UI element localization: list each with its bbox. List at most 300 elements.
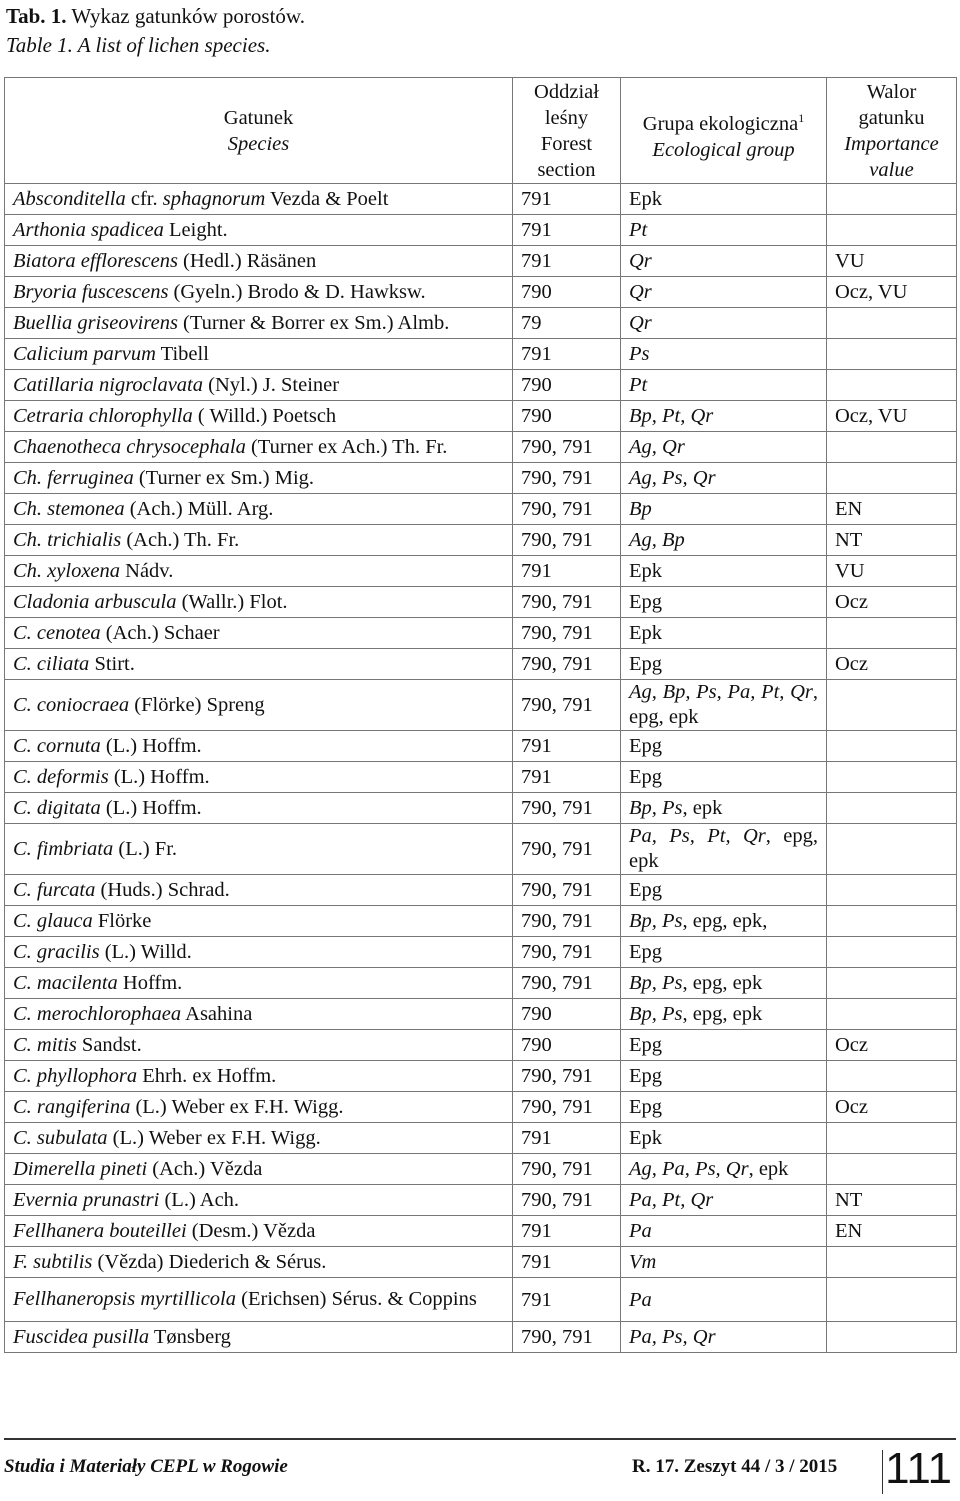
table-row	[5, 339, 957, 370]
group-cell	[621, 999, 827, 1030]
group-cell	[621, 1123, 827, 1154]
value-cell	[827, 215, 957, 246]
group-cell	[621, 401, 827, 432]
table-row	[5, 1185, 957, 1216]
group-cell	[621, 246, 827, 277]
species-cell	[5, 1061, 513, 1092]
table-row	[5, 587, 957, 618]
value-cell: Ocz	[827, 649, 957, 680]
value-cell	[827, 1061, 957, 1092]
species-cell	[5, 525, 513, 556]
section-cell: 790, 791	[513, 525, 621, 556]
value-cell: Ocz	[827, 1030, 957, 1061]
section-cell: 790, 791	[513, 937, 621, 968]
table-row	[5, 525, 957, 556]
group-cell	[621, 370, 827, 401]
text-run: C. macilenta	[13, 972, 118, 994]
section-cell: 790, 791	[513, 463, 621, 494]
text-run: Ag, Ps, Qr	[629, 467, 716, 489]
value-cell	[827, 463, 957, 494]
table-row	[5, 215, 957, 246]
text-run: Epg	[629, 653, 663, 675]
text-run: , epg, epk	[682, 972, 763, 994]
header-section-pl1: Oddział	[534, 80, 599, 103]
text-run: Ag, Pa, Ps, Qr	[629, 1158, 749, 1180]
text-run: cfr.	[125, 188, 163, 210]
text-run: Ch. stemonea	[13, 498, 125, 520]
value-cell	[827, 1247, 957, 1278]
text-run: Buellia griseovirens	[13, 312, 178, 334]
species-cell	[5, 793, 513, 824]
table-row	[5, 494, 957, 525]
text-run: Stirt.	[89, 653, 135, 675]
text-run: Epg	[629, 735, 663, 757]
value-cell: Ocz, VU	[827, 277, 957, 308]
section-cell: 790	[513, 1030, 621, 1061]
species-cell	[5, 762, 513, 793]
text-run: Ch. xyloxena	[13, 560, 121, 582]
text-run: (Turner ex Sm.) Mig.	[133, 467, 315, 489]
value-cell: VU	[827, 246, 957, 277]
footer-rule	[4, 1438, 956, 1440]
table-row	[5, 1092, 957, 1123]
value-cell	[827, 1154, 957, 1185]
text-run: Chaenotheca chrysocephala	[13, 436, 246, 458]
group-cell	[621, 1061, 827, 1092]
text-run: Biatora efflorescens	[13, 250, 178, 272]
value-cell: Ocz	[827, 587, 957, 618]
text-run: C. furcata	[13, 879, 96, 901]
text-run: Fuscidea pusilla	[13, 1326, 150, 1348]
caption-title-pl: Wykaz gatunków porostów.	[66, 4, 305, 28]
text-run: Sandst.	[76, 1034, 142, 1056]
species-cell	[5, 277, 513, 308]
species-cell	[5, 432, 513, 463]
value-cell: NT	[827, 525, 957, 556]
table-row	[5, 1216, 957, 1247]
section-cell: 790, 791	[513, 793, 621, 824]
text-run: F. subtilis	[13, 1251, 93, 1273]
text-run: Epg	[629, 766, 663, 788]
header-value-pl1: Walor	[866, 80, 917, 103]
section-cell: 791	[513, 1123, 621, 1154]
text-run: , epk	[682, 797, 723, 819]
text-run: (Desm.) Vězda	[186, 1220, 316, 1242]
text-run: Pa	[629, 1288, 652, 1311]
text-run: C. rangiferina	[13, 1096, 131, 1118]
value-cell	[827, 731, 957, 762]
table-row	[5, 906, 957, 937]
text-run: Epk	[629, 188, 663, 210]
species-cell	[5, 731, 513, 762]
text-run: (Ach.) Th. Fr.	[121, 529, 240, 551]
table-caption	[6, 2, 305, 60]
species-cell	[5, 401, 513, 432]
group-cell	[621, 215, 827, 246]
text-run: (L.) Fr.	[113, 838, 178, 860]
text-run: C. cornuta	[13, 735, 101, 757]
text-run: (Flörke) Spreng	[129, 694, 265, 716]
species-cell	[5, 308, 513, 339]
value-cell	[827, 339, 957, 370]
text-run: C. mitis	[13, 1034, 77, 1056]
text-run: Calicium parvum	[13, 343, 156, 365]
table-row	[5, 680, 957, 731]
value-cell	[827, 968, 957, 999]
species-cell	[5, 1216, 513, 1247]
group-cell	[621, 731, 827, 762]
header-group	[621, 78, 827, 184]
text-run: Fellhanera bouteillei	[13, 1220, 187, 1242]
text-run: (Wallr.) Flot.	[176, 591, 288, 613]
value-cell	[827, 1123, 957, 1154]
value-cell	[827, 618, 957, 649]
text-run: Epg	[629, 1096, 663, 1118]
text-run: Vezda & Poelt	[265, 188, 389, 210]
text-run: Epk	[629, 1127, 663, 1149]
species-cell	[5, 494, 513, 525]
table-row	[5, 762, 957, 793]
group-cell	[621, 1216, 827, 1247]
text-run: C. merochlorophaea	[13, 1003, 182, 1025]
section-cell: 790, 791	[513, 494, 621, 525]
species-cell	[5, 1154, 513, 1185]
value-cell	[827, 793, 957, 824]
value-cell	[827, 762, 957, 793]
page-footer	[4, 1444, 956, 1493]
group-cell	[621, 824, 827, 875]
table-row	[5, 1154, 957, 1185]
table-row	[5, 308, 957, 339]
section-cell: 790, 791	[513, 824, 621, 875]
caption-title-en: Table 1. A list of lichen species.	[6, 33, 271, 57]
header-section-en2: section	[537, 158, 596, 181]
text-run: Bp, Ps	[629, 797, 683, 819]
section-cell: 790, 791	[513, 649, 621, 680]
section-cell: 790, 791	[513, 1154, 621, 1185]
species-cell	[5, 339, 513, 370]
table-row	[5, 937, 957, 968]
text-run: (L.) Willd.	[99, 941, 192, 963]
group-cell	[621, 649, 827, 680]
species-cell	[5, 906, 513, 937]
text-run: (Turner ex Ach.) Th. Fr.	[245, 436, 448, 458]
group-cell	[621, 762, 827, 793]
header-section-pl2: leśny	[544, 106, 589, 129]
species-cell	[5, 246, 513, 277]
text-run: Epk	[629, 560, 663, 582]
group-cell	[621, 618, 827, 649]
group-cell	[621, 875, 827, 906]
species-cell	[5, 184, 513, 215]
text-run: Cladonia arbuscula	[13, 591, 177, 613]
header-value-en1: Importance	[844, 132, 939, 155]
text-run: Epg	[629, 1065, 663, 1087]
text-run: (Vězda) Diederich & Sérus.	[92, 1251, 327, 1273]
value-cell	[827, 1322, 957, 1353]
caption-pl	[6, 2, 305, 31]
text-run: C. fimbriata	[13, 838, 114, 860]
group-cell	[621, 494, 827, 525]
text-run: , epg, epk	[629, 681, 818, 728]
text-run: C. gracilis	[13, 941, 100, 963]
section-cell: 791	[513, 184, 621, 215]
table-row	[5, 277, 957, 308]
value-cell	[827, 875, 957, 906]
group-cell	[621, 184, 827, 215]
text-run: C. phyllophora	[13, 1065, 138, 1087]
section-cell: 790, 791	[513, 1185, 621, 1216]
header-value-en2: value	[869, 158, 914, 181]
section-cell: 790, 791	[513, 875, 621, 906]
table-row	[5, 1123, 957, 1154]
text-run: Bryoria fuscescens	[13, 281, 169, 303]
header-species	[5, 78, 513, 184]
text-run: Qr	[629, 312, 652, 334]
species-cell	[5, 370, 513, 401]
header-group-en: Ecological group	[652, 138, 795, 161]
value-cell	[827, 680, 957, 731]
value-cell	[827, 370, 957, 401]
footer-separator	[882, 1450, 883, 1494]
text-run: C. coniocraea	[13, 694, 130, 716]
table-row	[5, 246, 957, 277]
table-row	[5, 1278, 957, 1322]
table-row	[5, 649, 957, 680]
text-run: Pa	[629, 1220, 652, 1242]
species-cell	[5, 875, 513, 906]
text-run: Pt	[629, 374, 648, 396]
text-run: (L.) Ach.	[159, 1189, 240, 1211]
species-cell	[5, 649, 513, 680]
text-run: Bp, Ps	[629, 972, 683, 994]
text-run: Ehrh. ex Hoffm.	[137, 1065, 277, 1087]
text-run: Ps	[629, 343, 650, 365]
header-section	[513, 78, 621, 184]
text-run: Pa, Pt, Qr	[629, 1189, 714, 1211]
text-run: Ag, Bp, Ps, Pa, Pt, Qr	[629, 681, 813, 703]
text-run: C. cenotea	[13, 622, 101, 644]
text-run: C. digitata	[13, 797, 101, 819]
table-row	[5, 432, 957, 463]
text-run: Dimerella pineti	[13, 1158, 148, 1180]
text-run: Pa, Ps, Pt, Qr	[629, 825, 766, 847]
text-run: Leight.	[163, 219, 228, 241]
section-cell: 791	[513, 762, 621, 793]
text-run: (L.) Hoffm.	[100, 797, 202, 819]
text-run: Nádv.	[120, 560, 174, 582]
text-run: (Ach.) Vězda	[147, 1158, 263, 1180]
text-run: Epk	[629, 622, 663, 644]
group-cell	[621, 1278, 827, 1322]
text-run: Flörke	[92, 910, 152, 932]
text-run: Hoffm.	[117, 972, 183, 994]
text-run: C. subulata	[13, 1127, 108, 1149]
group-cell	[621, 906, 827, 937]
text-run: Qr	[629, 281, 652, 303]
value-cell: NT	[827, 1185, 957, 1216]
section-cell: 791	[513, 731, 621, 762]
section-cell: 791	[513, 1216, 621, 1247]
text-run: (L.) Weber ex F.H. Wigg.	[130, 1096, 344, 1118]
text-run: , epg, epk	[682, 1003, 763, 1025]
value-cell	[827, 432, 957, 463]
table-row	[5, 556, 957, 587]
text-run: Arthonia spadicea	[13, 219, 164, 241]
table-row	[5, 875, 957, 906]
value-cell	[827, 906, 957, 937]
text-run: Ag, Bp	[629, 529, 685, 551]
group-cell	[621, 1247, 827, 1278]
species-cell	[5, 463, 513, 494]
value-cell: VU	[827, 556, 957, 587]
section-cell: 790, 791	[513, 906, 621, 937]
text-run: Qr	[629, 250, 652, 272]
group-cell	[621, 587, 827, 618]
lichen-species-table	[4, 77, 957, 1353]
section-cell: 791	[513, 339, 621, 370]
section-cell: 790, 791	[513, 680, 621, 731]
text-run: Vm	[629, 1251, 657, 1273]
table-row	[5, 618, 957, 649]
group-cell	[621, 339, 827, 370]
text-run: Tønsberg	[149, 1326, 231, 1348]
text-run: (Gyeln.) Brodo & D. Hawksw.	[168, 281, 426, 303]
section-cell: 791	[513, 1278, 621, 1322]
text-run: Catillaria nigroclavata	[13, 374, 204, 396]
table-row	[5, 793, 957, 824]
text-run: (L.) Weber ex F.H. Wigg.	[107, 1127, 321, 1149]
section-cell: 790, 791	[513, 618, 621, 649]
section-cell: 790, 791	[513, 968, 621, 999]
species-cell	[5, 968, 513, 999]
table-row	[5, 968, 957, 999]
species-cell	[5, 1322, 513, 1353]
header-value	[827, 78, 957, 184]
species-cell	[5, 1278, 513, 1322]
table-row	[5, 1247, 957, 1278]
text-run: Cetraria chlorophylla	[13, 405, 193, 427]
text-run: (L.) Hoffm.	[108, 766, 210, 788]
section-cell: 791	[513, 215, 621, 246]
text-run: Ag, Qr	[629, 436, 685, 458]
species-cell	[5, 1247, 513, 1278]
species-cell	[5, 824, 513, 875]
text-run: , epk	[748, 1158, 789, 1180]
table-body	[5, 184, 957, 1353]
text-run: Asahina	[181, 1003, 253, 1025]
page-number: 111	[885, 1444, 952, 1493]
text-run: Epg	[629, 941, 663, 963]
table-row	[5, 370, 957, 401]
species-cell	[5, 556, 513, 587]
header-group-footnote: 1	[798, 111, 805, 125]
species-cell	[5, 999, 513, 1030]
group-cell	[621, 1030, 827, 1061]
table-row	[5, 731, 957, 762]
section-cell: 790	[513, 999, 621, 1030]
text-run: Evernia prunastri	[13, 1189, 160, 1211]
section-cell: 791	[513, 1247, 621, 1278]
group-cell	[621, 432, 827, 463]
table-row	[5, 999, 957, 1030]
group-cell	[621, 556, 827, 587]
value-cell: Ocz, VU	[827, 401, 957, 432]
text-run: Epg	[629, 591, 663, 613]
value-cell	[827, 824, 957, 875]
group-cell	[621, 937, 827, 968]
header-species-en: Species	[227, 133, 290, 155]
section-cell: 791	[513, 246, 621, 277]
text-run: (Ach.) Schaer	[100, 622, 220, 644]
species-cell	[5, 215, 513, 246]
section-cell: 790	[513, 401, 621, 432]
text-run: C. glauca	[13, 910, 93, 932]
species-cell	[5, 937, 513, 968]
text-run: Bp, Pt, Qr	[629, 405, 714, 427]
section-cell: 790	[513, 370, 621, 401]
table-row	[5, 1322, 957, 1353]
text-run: (Hedl.) Räsänen	[177, 250, 317, 272]
group-cell	[621, 1322, 827, 1353]
header-section-en1: Forest	[540, 132, 593, 155]
section-cell: 790, 791	[513, 1061, 621, 1092]
species-cell	[5, 587, 513, 618]
group-cell	[621, 308, 827, 339]
caption-label: Tab. 1.	[6, 4, 67, 28]
text-run: (Huds.) Schrad.	[95, 879, 230, 901]
table-row	[5, 463, 957, 494]
text-run: Tibell	[155, 343, 209, 365]
text-run: Bp	[629, 498, 652, 520]
text-run: Absconditella	[13, 188, 126, 210]
text-run: Ch. ferruginea	[13, 467, 134, 489]
value-cell	[827, 184, 957, 215]
text-run: Fellhaneropsis myrtillicola	[13, 1288, 237, 1310]
text-run: Ch. trichialis	[13, 529, 122, 551]
species-cell	[5, 618, 513, 649]
value-cell: EN	[827, 1216, 957, 1247]
species-cell	[5, 1123, 513, 1154]
header-group-pl: Grupa ekologiczna	[642, 112, 799, 135]
section-cell: 79	[513, 308, 621, 339]
value-cell: Ocz	[827, 1092, 957, 1123]
header-value-pl2: gatunku	[858, 106, 925, 129]
group-cell	[621, 525, 827, 556]
table-row	[5, 401, 957, 432]
section-cell: 790, 791	[513, 432, 621, 463]
section-cell: 790	[513, 277, 621, 308]
group-cell	[621, 1154, 827, 1185]
text-run: ( Willd.) Poetsch	[192, 405, 337, 427]
group-cell	[621, 1185, 827, 1216]
text-run: , epg, epk	[629, 825, 818, 872]
section-cell: 791	[513, 556, 621, 587]
text-run: C. deformis	[13, 766, 109, 788]
section-cell: 790, 791	[513, 1322, 621, 1353]
value-cell	[827, 308, 957, 339]
value-cell	[827, 1278, 957, 1322]
footer-volume: R. 17. Zeszyt 44 / 3 / 2015	[632, 1456, 838, 1477]
text-run: , epg, epk,	[682, 910, 768, 932]
text-run: (Ach.) Müll. Arg.	[124, 498, 274, 520]
table-row	[5, 1061, 957, 1092]
value-cell: EN	[827, 494, 957, 525]
table-header-row	[5, 78, 957, 184]
section-cell: 790, 791	[513, 1092, 621, 1123]
text-run: Pt	[629, 219, 648, 241]
text-run: Pa, Ps, Qr	[629, 1326, 716, 1348]
